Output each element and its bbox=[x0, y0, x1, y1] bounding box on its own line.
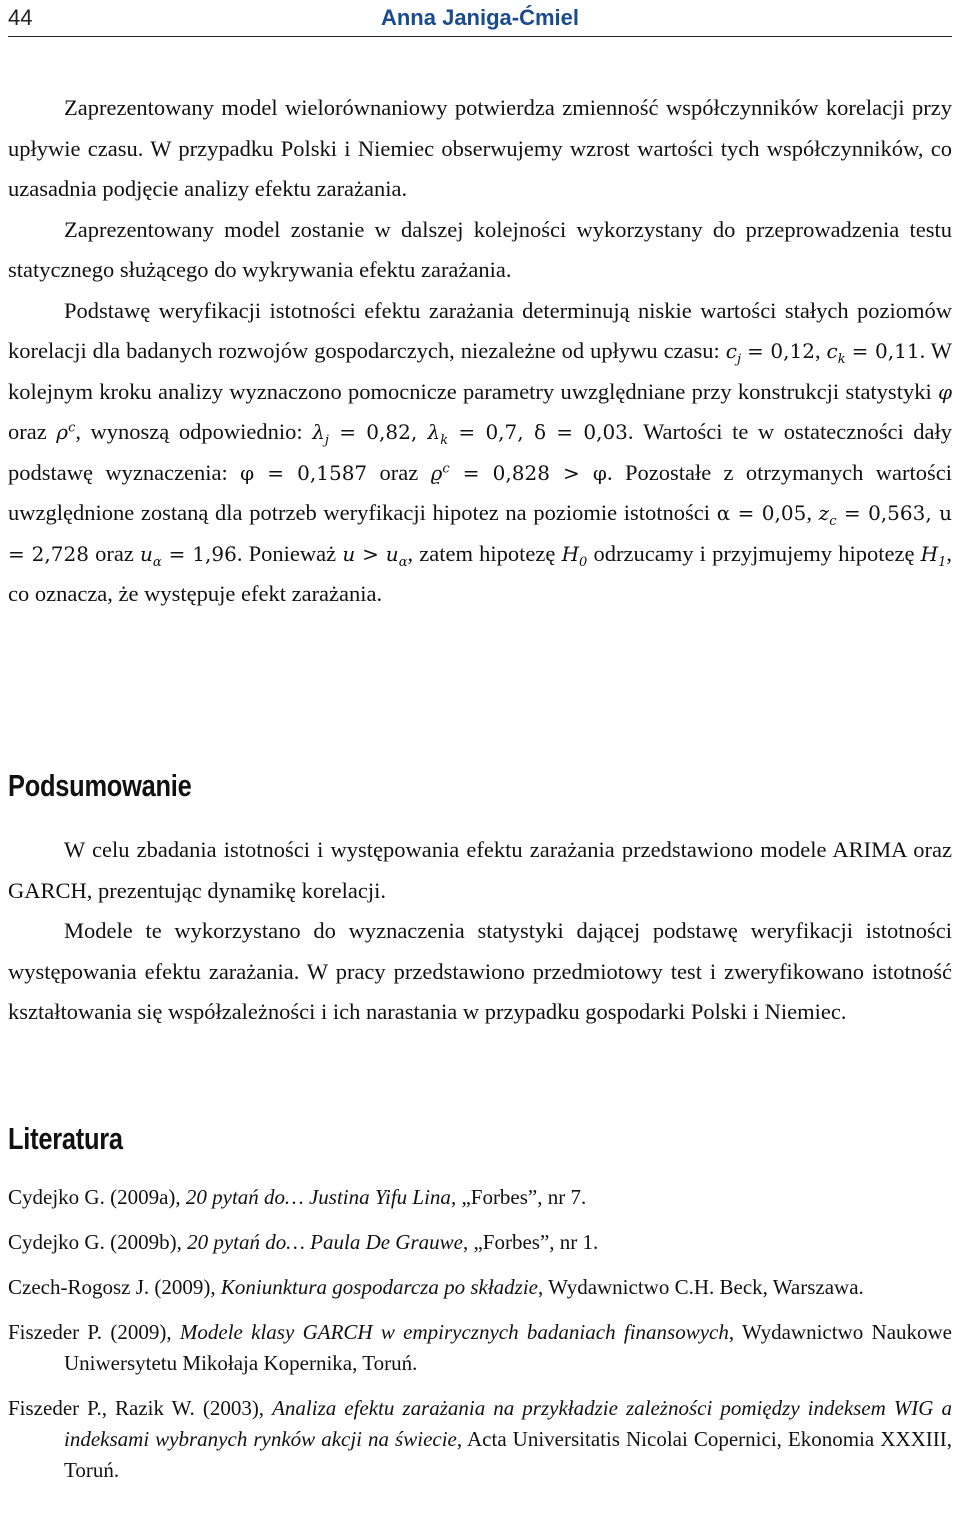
lambda-j-value: = 0,82, bbox=[328, 420, 428, 444]
z-c-value: = 0,563, bbox=[836, 501, 940, 525]
symbol-rho-c-2: $ϱ^c$ bbox=[430, 460, 450, 485]
symbol-phi: φ bbox=[937, 379, 952, 404]
u-alpha-value: = 1,96 bbox=[161, 541, 237, 566]
p3-oraz-2: oraz bbox=[367, 459, 431, 485]
reference-item: Cydejko G. (2009a), 20 pytań do… Justina Yifu Lina, „Forbes”, nr 7. bbox=[8, 1185, 587, 1209]
delta-value: δ = 0,03 bbox=[533, 420, 628, 444]
phi-value: φ = 0,1587 bbox=[240, 460, 368, 485]
symbol-lambda-k: $\lambda_k$ bbox=[427, 420, 449, 448]
reference-item: Fiszeder P. (2009), Modele klasy GARCH w empirycznych badaniach finansowych, Wydawnictwo Naukowe Uniwersytetu Mikołaja Kopernika, Toruń. bbox=[8, 1320, 952, 1375]
inequality: $u > u_\alpha$ bbox=[342, 541, 408, 570]
symbol-rho-c: $\rho^c$ bbox=[56, 420, 76, 444]
u-value: u = 2,728 bbox=[8, 501, 952, 566]
section-heading-literature: Literatura bbox=[8, 1121, 123, 1156]
p3-text-1: Podstawę weryfikacji istotności efektu zarażania determinują niskie wartości stałych poziomów korelacji dla badanych rozwojów gospodarczych, niezależne od upływu czasu: bbox=[8, 297, 952, 363]
reference-item: Fiszeder P., Razik W. (2003), Analiza efektu zarażania na przykładzie zależności pomiędzy indeksem WIG a indeksami wybranych rynków akcji na świecie, Acta Universitatis Nicolai Copernici, Ekonomia XXXIII, Toruń. bbox=[8, 1396, 953, 1482]
p3-text-2: . W kolejnym kroku analizy wyznaczono pomocnicze parametry uwzględniane przy konstrukcji statystyki bbox=[8, 338, 952, 404]
paragraph-1: Zaprezentowany model wielorównaniowy potwierdza zmienność współczynników korelacji przy upływie czasu. W przypadku Polski i Niemiec obserwujemy wzrost wartości tych współczynników, co uzasadnia podjęcie analizy efektu zarażania. bbox=[8, 95, 952, 201]
paragraph-2: Zaprezentowany model zostanie w dalszej kolejności wykorzystany do przeprowadzenia testu statycznego służącego do wykrywania efektu zarażania. bbox=[8, 216, 952, 282]
p3-text-3: , wynoszą odpowiednio: bbox=[75, 419, 313, 444]
alpha-value: α = 0,05 bbox=[716, 501, 807, 525]
symbol-c-k: $c_k$ bbox=[826, 339, 846, 367]
symbol-c-j: $c_j$ bbox=[725, 339, 741, 367]
symbol-z-c: $z_c$ bbox=[818, 501, 837, 529]
reference-item: Cydejko G. (2009b), 20 pytań do… Paula De Grauwe, „Forbes”, nr 1. bbox=[8, 1230, 599, 1254]
p3-text-6: . Ponieważ bbox=[236, 540, 343, 566]
symbol-h0: $H_0$ bbox=[561, 541, 588, 570]
page-number: 44 bbox=[8, 5, 33, 30]
c-j-value: = 0,12 bbox=[746, 339, 815, 363]
p3-text-7: , zatem hipotezę bbox=[407, 540, 562, 566]
p3-oraz-3: oraz bbox=[88, 540, 141, 566]
p3-oraz-1: oraz bbox=[8, 419, 57, 444]
p3-text-5: . Pozostałe z otrzymanych wartości uwzględnione zostaną dla potrzeb weryfikacji hipotez na poziomie istotności bbox=[8, 459, 952, 525]
summary-text bbox=[8, 830, 952, 1033]
p3-text-4: . Wartości te w ostateczności dały podstawę wyznaczenia: bbox=[8, 419, 953, 485]
running-author: Anna Janiga-Ćmiel bbox=[380, 5, 580, 30]
section-heading-summary: Podsumowanie bbox=[8, 768, 192, 803]
summary-paragraph-1: W celu zbadania istotności i występowania efektu zarażania przedstawiono modele ARIMA oraz GARCH, prezentując dynamikę korelacji. bbox=[8, 837, 952, 903]
paragraph-3: Podstawę weryfikacji istotności efektu zarażania determinują niskie wartości stałych poziomów korelacji dla badanych rozwojów gospodarczych, niezależne od upływu czasu: $c_j = 0,12$, $c_k = 0,11$. W kolejnym kroku analizy wyznaczono pomocnicze parametry uwzględniane przy konstrukcji statystyki φ oraz $\rho^c$, wynoszą odpowiednio: $\lambda_j = 0,82$, $\lambda_k = 0,7$, δ = 0,03. Wartości te w ostateczności dały podstawę wyznaczenia: φ = 0,1587 oraz $ϱ^c = 0,828 > \varphi$. Pozostałe z otrzymanych wartości uwzględnione zostaną dla potrzeb weryfikacji hipotez na poziomie istotności α = 0,05, $z_c = 0,563$, u = 2,728 oraz $u_\alpha = 1,96$. Ponieważ $u > u_\alpha$, zatem hipotezę $H_0$ odrzucamy i przyjmujemy hipotezę $H_1$, co oznacza, że występuje efekt zarażania. bbox=[8, 297, 953, 606]
lambda-k-value: = 0,7, bbox=[448, 420, 534, 444]
reference-list bbox=[8, 1182, 952, 1500]
p3-text-9: , co oznacza, że występuje efekt zarażania. bbox=[8, 540, 952, 606]
c-k-value: = 0,11 bbox=[851, 339, 920, 363]
summary-paragraph-2: Modele te wykorzystano do wyznaczenia statystyki dającej podstawę weryfikacji istotności występowania efektu zarażania. W pracy przedstawiono przedmiotowy test i zweryfikowano istotność kształtowania się współzależności i ich narastania w przypadku gospodarki Polski i Niemiec. bbox=[8, 918, 952, 1024]
p3-text-8: odrzucamy i przyjmujemy hipotezę bbox=[587, 540, 921, 566]
running-header bbox=[8, 0, 952, 37]
symbol-lambda-j: $\lambda_j$ bbox=[312, 420, 329, 448]
rho-value: = 0,828 > φ bbox=[449, 460, 607, 485]
symbol-u-alpha: $u_\alpha$ bbox=[140, 541, 162, 570]
reference-item: Czech-Rogosz J. (2009), Koniunktura gospodarcza po składzie, Wydawnictwo C.H. Beck, Warszawa. bbox=[8, 1275, 864, 1299]
main-text bbox=[8, 88, 952, 615]
symbol-h1: $H_1$ bbox=[920, 541, 947, 570]
